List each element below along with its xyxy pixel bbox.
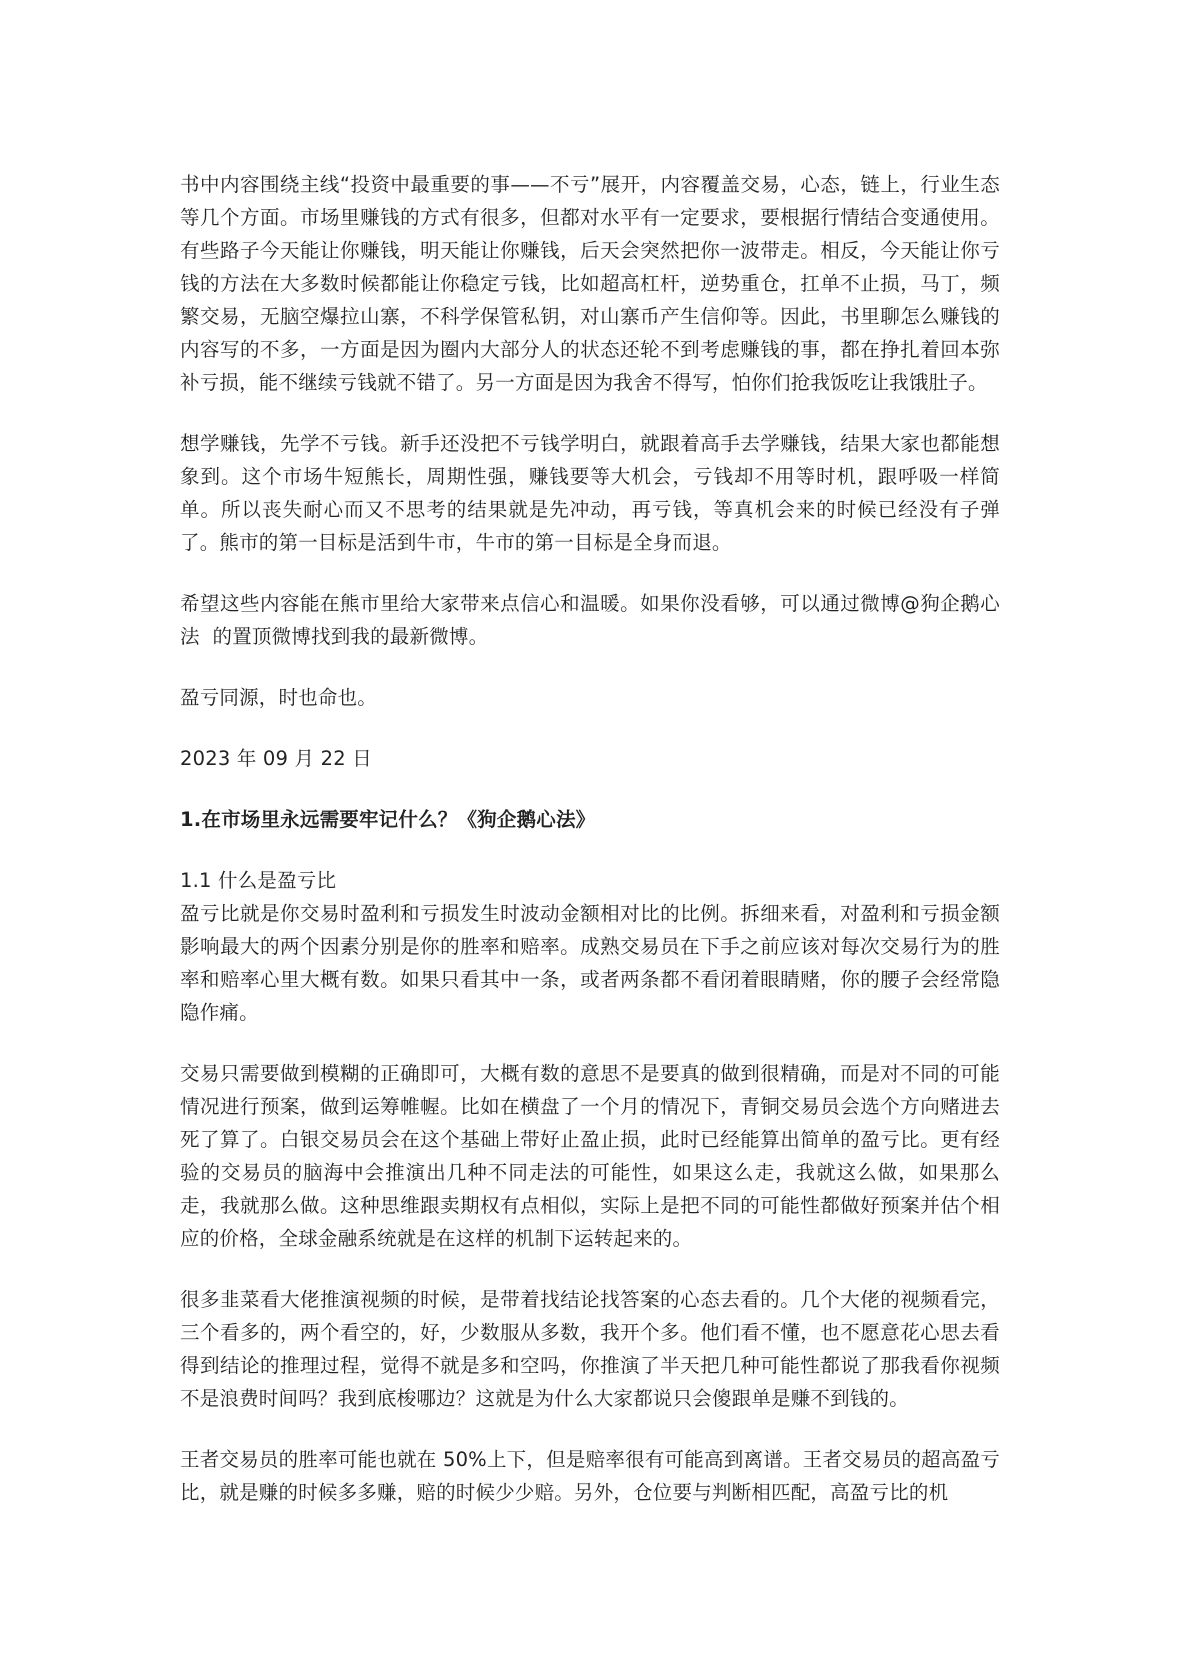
intro-paragraph: 希望这些内容能在熊市里给大家带来点信心和温暖。如果你没看够，可以通过微博@狗企鹅心法 的置顶微博找到我的最新微博。	[180, 592, 1000, 648]
section-paragraph: 交易只需要做到模糊的正确即可，大概有数的意思不是要真的做到很精确，而是对不同的可能情况进行预案，做到运筹帷幄。比如在横盘了一个月的情况下，青铜交易员会选个方向赌进去死了算了。白银交易员会在这个基础上带好止盈止损，此时已经能算出简单的盈亏比。更有经验的交易员的脑海中会推演出几种不同走法的可能性，如果这么走，我就这么做，如果那么走，我就那么做。这种思维跟卖期权有点相似，实际上是把不同的可能性都做好预案并估个相应的价格，全球金融系统就是在这样的机制下运转起来的。	[180, 1062, 1000, 1250]
chapter-title: 1.在市场里永远需要牢记什么？《狗企鹅心法》	[180, 808, 596, 831]
date: 2023 年 09 月 22 日	[180, 747, 372, 770]
motto: 盈亏同源，时也命也。	[180, 686, 378, 709]
section-paragraph: 王者交易员的胜率可能也就在 50%上下，但是赔率很有可能高到离谱。王者交易员的超高盈亏比，就是赚的时候多多赚，赔的时候少少赔。另外，仓位要与判断相匹配，高盈亏比的机	[180, 1448, 1000, 1504]
section-paragraph: 很多韭菜看大佬推演视频的时候，是带着找结论找答案的心态去看的。几个大佬的视频看完，三个看多的，两个看空的，好，少数服从多数，我开个多。他们看不懂，也不愿意花心思去看得到结论的推理过程，觉得不就是多和空吗，你推演了半天把几种可能性都说了那我看你视频不是浪费时间吗？我到底梭哪边？这就是为什么大家都说只会傻跟单是赚不到钱的。	[180, 1288, 1000, 1410]
intro-paragraph: 书中内容围绕主线“投资中最重要的事——不亏”展开，内容覆盖交易，心态，链上，行业生态等几个方面。市场里赚钱的方式有很多，但都对水平有一定要求，要根据行情结合变通使用。有些路子今天能让你赚钱，明天能让你赚钱，后天会突然把你一波带走。相反，今天能让你亏钱的方法在大多数时候都能让你稳定亏钱，比如超高杠杆，逆势重仓，扛单不止损，马丁，频繁交易，无脑空爆拉山寨，不科学保管私钥，对山寨币产生信仰等。因此，书里聊怎么赚钱的内容写的不多，一方面是因为圈内大部分人的状态还轮不到考虑赚钱的事，都在挣扎着回本弥补亏损，能不继续亏钱就不错了。另一方面是因为我舍不得写，怕你们抢我饭吃让我饿肚子。	[180, 173, 1000, 394]
section-paragraph: 盈亏比就是你交易时盈利和亏损发生时波动金额相对比的比例。拆细来看，对盈利和亏损金额影响最大的两个因素分别是你的胜率和赔率。成熟交易员在下手之前应该对每次交易行为的胜率和赔率心里大概有数。如果只看其中一条，或者两条都不看闭着眼睛赌，你的腰子会经常隐隐作痛。	[180, 902, 1000, 1024]
section-title: 1.1 什么是盈亏比	[180, 869, 337, 892]
document-page	[180, 168, 1000, 1509]
intro-paragraph: 想学赚钱，先学不亏钱。新手还没把不亏钱学明白，就跟着高手去学赚钱，结果大家也都能想象到。这个市场牛短熊长，周期性强，赚钱要等大机会，亏钱却不用等时机，跟呼吸一样简单。所以丧失耐心而又不思考的结果就是先冲动，再亏钱，等真机会来的时候已经没有子弹了。熊市的第一目标是活到牛市，牛市的第一目标是全身而退。	[180, 432, 1000, 554]
